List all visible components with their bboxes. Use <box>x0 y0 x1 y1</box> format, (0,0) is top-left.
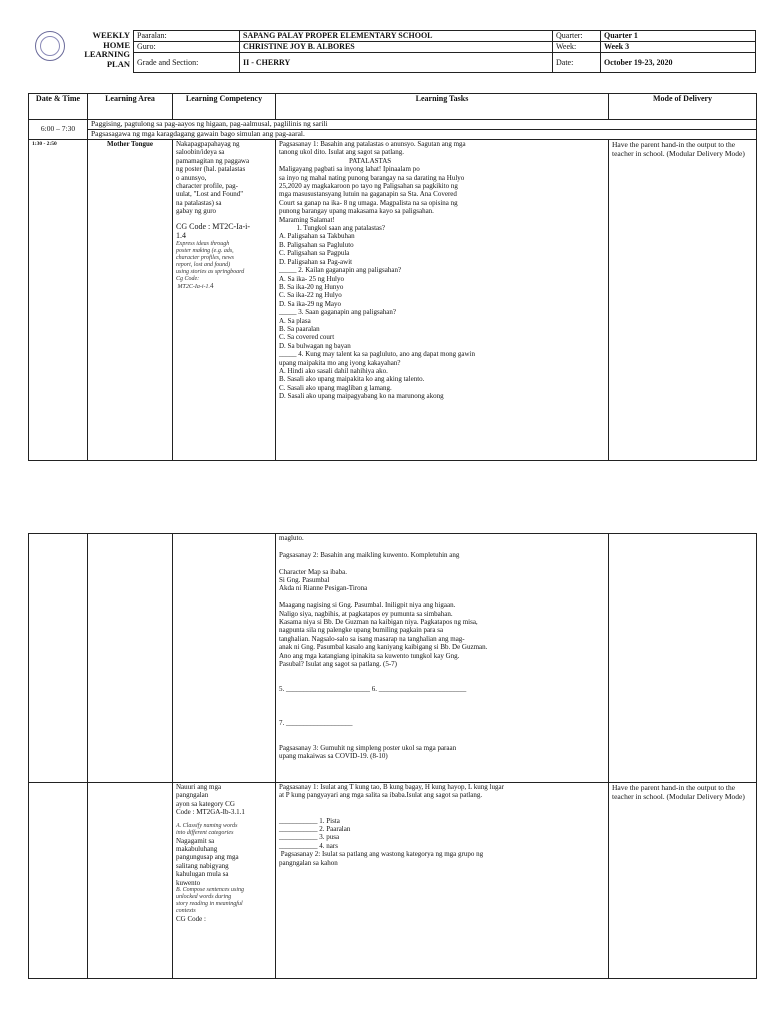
task-line <box>279 727 605 735</box>
deped-seal-logo <box>35 31 65 61</box>
tasks-list <box>279 783 605 867</box>
task-line: Ano ang mga katangiang ipinakita sa kuwento tungkol kay Gng. <box>279 651 460 660</box>
empty-area-cell <box>88 783 173 979</box>
task-line: Character Map sa ibaba. <box>279 567 348 576</box>
empty-date-cell <box>29 534 88 783</box>
paaralan-value: SAPANG PALAY PROPER ELEMENTARY SCHOOL <box>240 31 553 42</box>
empty-competency-cell <box>173 534 276 783</box>
competency-english-line: poster making (e.g. ads, <box>176 247 234 254</box>
week-value: Week 3 <box>601 42 756 53</box>
competency-english-line: Cg Code: <box>176 275 200 282</box>
task-line: A. Sa plasa <box>279 316 311 325</box>
competency-english-line: story reading in meaningful <box>176 901 243 908</box>
task-line: C. Sa ika-22 ng Hulyo <box>279 291 342 300</box>
date-label: Date: <box>553 53 601 73</box>
guro-label: Guro: <box>134 42 240 53</box>
competency-line: na patalastas) sa <box>176 198 222 207</box>
task-line: punong barangay upang makasama kayo sa paligsahan. <box>279 207 434 216</box>
competency-line: saloobin/ideya sa <box>176 148 225 157</box>
competency-english-line: A. Classify naming words <box>176 822 238 829</box>
task-line: magluto. <box>279 534 304 542</box>
competency-line: o anunsyo, <box>176 173 207 182</box>
task-line <box>279 800 605 808</box>
task-line <box>279 542 605 550</box>
task-line: Pagsasanay 1: Isulat ang T kung tao, B kung bagay, H kung hayop, L kung lugar <box>279 783 504 791</box>
competency-line: character profile, pag- <box>176 182 238 191</box>
task-line: Pagsasanay 2: Isulat sa patlang ang wastong kategorya ng mga grupo ng <box>279 850 484 859</box>
plan-title <box>72 31 130 69</box>
task-line: upang maipakita mo ang iyong kakayahan? <box>279 358 401 367</box>
task-line: Kasama niya si Bb. De Guzman na kaibigan niya. Pagkatapos ng misa, <box>279 618 478 627</box>
competency-english-line: Express ideas through <box>176 240 230 247</box>
task-line: C. Sa covered court <box>279 333 335 342</box>
task-line: 7. ___________________ <box>279 718 353 727</box>
learning-tasks-cell-2 <box>276 783 609 979</box>
task-line: ___________ 4. nars <box>279 841 338 850</box>
competency-english-code <box>176 283 272 291</box>
task-line <box>279 668 605 676</box>
learning-tasks-cell <box>276 140 609 461</box>
competency-english-line: B. Compose sentences using <box>176 887 244 894</box>
task-line <box>279 677 605 685</box>
week-label: Week: <box>553 42 601 53</box>
task-line <box>279 559 605 567</box>
task-line <box>279 736 605 744</box>
competency-line: kahulugan mula sa <box>176 870 229 879</box>
empty-delivery-cell <box>609 534 757 783</box>
task-line: B. Sa ika-20 ng Hunyo <box>279 282 344 291</box>
task-line: _____ 3. Saan gaganapin ang paligsahan? <box>279 308 397 317</box>
competency-english-line: unlocked words during <box>176 894 232 901</box>
continued-tasks-cell <box>276 534 609 783</box>
competency-english-line: into different categories <box>176 829 234 836</box>
routine-text-1: Paggising, pagtulong sa pag-aayos ng higaan, pag-aalmusal, paglilinis ng sarili <box>88 120 757 130</box>
session-time: 1:30 - 2:50 <box>29 140 88 461</box>
delivery-mode-cell-2: Have the parent hand-in the output to the teacher in school. (Modular Delivery Mode) <box>609 783 757 979</box>
task-line: tanong ukol dito. Isulat ang sagot sa patlang. <box>279 148 405 157</box>
task-line: D. Sa ika-29 ng Mayo <box>279 299 342 308</box>
tasks-list <box>279 534 605 761</box>
guro-value: CHRISTINE JOY B. ALBORES <box>240 42 553 53</box>
task-line: Si Gng. Pasumbal <box>279 576 330 584</box>
task-line: Pasubal? Isulat ang sagot sa patlang. (5-7) <box>279 660 397 669</box>
task-line: PATALASTAS <box>279 156 392 165</box>
competency-english-line: using stories as springboard <box>176 268 245 275</box>
task-line <box>279 694 605 702</box>
plan-title-line: LEARNING <box>84 49 130 59</box>
task-line: nagpunta sila ng palengke upang bumiling pagkain para sa <box>279 626 444 635</box>
competency-english-line: report, lost and found) <box>176 261 231 268</box>
task-line <box>279 808 605 816</box>
task-line: Court sa ganap na ika- 8 ng umaga. Magpalista na sa opisina ng <box>279 198 458 207</box>
paaralan-label: Paaralan: <box>134 31 240 42</box>
task-line: _____ 4. Kung may talent ka sa pagluluto, ano ang dapat mong gawin <box>279 350 475 359</box>
task-line: Maligayang pagbati sa inyong lahat! Ipinaalam po <box>279 165 420 174</box>
task-line: A. Hindi ako sasali dahil nahihiya ako. <box>279 366 388 375</box>
competency-line: makabuluhang <box>176 845 218 854</box>
plan-title-line: PLAN <box>106 58 130 69</box>
competency-english-line: character profiles, news <box>176 254 234 261</box>
col-header-learning-area: Learning Area <box>88 94 173 120</box>
task-line: Pagsasanay 3: Gumuhit ng simpleng poster ukol sa mga paraan <box>279 744 457 752</box>
task-line: B. Sa paaralan <box>279 324 320 333</box>
task-line: ___________ 1. Pista <box>279 816 340 825</box>
competency-line: uulat, "Lost and Found" <box>176 190 244 199</box>
col-header-tasks: Learning Tasks <box>276 94 609 120</box>
tasks-list <box>279 140 605 401</box>
task-line: ___________ 2. Paaralan <box>279 825 351 833</box>
quarter-value: Quarter 1 <box>601 31 756 42</box>
competency-line: pangungusap ang mga <box>176 853 239 862</box>
task-line: mga masusustansyang lutuin na gaganapin sa Sta. Ana Covered <box>279 190 457 199</box>
task-line: Pagsasanay 2: Basahin ang maikling kuwento. Kompletuhin ang <box>279 550 460 559</box>
routine-text-2: Pagsasagawa ng mga karagdagang gawain bago simulan ang pag-aaral. <box>88 130 757 140</box>
task-line: Maagang nagising si Gng. Pasumbal. Iniligpit niya ang higaan. <box>279 601 456 610</box>
competency-line: Code : MT2GA-Ib-3.1.1 <box>176 808 245 817</box>
task-line: anak ni Gng. Pasumbal kasalo ang kaniyang kaibigang si Bb. De Guzman. <box>279 643 488 652</box>
task-line: sa inyo ng mahal nating punong barangay na sa darating na Hulyo <box>279 173 465 182</box>
grade-label: Grade and Section: <box>134 53 240 73</box>
competency-line: kuwento <box>176 878 201 887</box>
task-line: B. Paligsahan sa Pagluluto <box>279 240 354 249</box>
cg-code-line: CG Code : <box>176 915 206 924</box>
task-line: _____ 2. Kailan gaganapin ang paligsahan? <box>279 266 402 275</box>
task-line: Naligo siya, nagbihis, at pagkatapos ey pumunta sa simbahan. <box>279 609 453 618</box>
competency-line: Nagagamit sa <box>176 836 215 845</box>
competency-line: ayon sa kategory CG <box>176 799 235 808</box>
task-line: D. Sa bulwagan ng bayan <box>279 341 351 350</box>
code-text: MT2C-Ia-i-1. <box>177 283 210 290</box>
competency-line: Nakapagpapahayag ng <box>176 140 240 148</box>
task-line <box>279 593 605 601</box>
learning-area-mother-tongue: Mother Tongue <box>88 140 173 461</box>
competency-cell <box>173 140 276 461</box>
task-line <box>279 702 605 710</box>
task-line: 1. Tungkol saan ang patalastas? <box>279 224 385 233</box>
task-line: A. Paligsahan sa Takbuhan <box>279 232 355 241</box>
task-line: upang makaiwas sa COVID-19. (8-10) <box>279 752 388 761</box>
task-line <box>279 710 605 718</box>
empty-area-cell <box>88 534 173 783</box>
learning-plan-table-continued <box>28 533 757 979</box>
task-line: Maraming Salamat! <box>279 215 335 224</box>
col-header-date-time: Date & Time <box>29 94 88 120</box>
col-header-delivery: Mode of Delivery <box>609 94 757 120</box>
delivery-mode-cell: Have the parent hand-in the output to the teacher in school. (Modular Delivery Mode) <box>609 140 757 461</box>
task-line: C. Sasali ako upang magliban g lamang. <box>279 383 392 392</box>
competency-line: pangngalan <box>176 791 209 800</box>
competency-line: Nauuri ang mga <box>176 783 222 791</box>
competency-line: ng poster (hal. patalastas <box>176 165 246 174</box>
task-line: pangngalan sa kahon <box>279 858 338 867</box>
task-line: Pagsasanay 1: Basahin ang patalastas o anunsyo. Sagutan ang mga <box>279 140 466 148</box>
competency-line: gabay ng guro <box>176 207 217 216</box>
code-tail: 4 <box>210 281 214 290</box>
task-line: 25,2020 ay magkakaroon po tayo ng Paligsahan sa pagkikito ng <box>279 182 458 191</box>
task-line: B. Sasali ako upang maipakita ko ang aking talento. <box>279 375 425 384</box>
task-line: D. Paligsahan sa Pag-awit <box>279 257 353 266</box>
cg-code-line: CG Code : MT2C-Ia-i- <box>176 221 250 231</box>
task-line: C. Paligsahan sa Pagpula <box>279 249 350 258</box>
plan-title-line: HOME <box>103 39 130 50</box>
task-line: Akda ni Rianne Pesigan-Tirona <box>279 584 368 593</box>
header-info-table <box>133 30 756 73</box>
quarter-label: Quarter: <box>553 31 601 42</box>
task-line: at P kung pangyayari ang mga salita sa ibaba.Isulat ang sagot sa patlang. <box>279 791 483 800</box>
empty-date-cell <box>29 783 88 979</box>
learning-plan-table <box>28 93 757 461</box>
competency-line: salitang nabigyang <box>176 861 229 870</box>
date-value: October 19-23, 2020 <box>601 53 756 73</box>
task-line: ___________ 3. pusa <box>279 833 340 842</box>
competency-english-line: contexts <box>176 908 196 915</box>
routine-time: 6:00 – 7:30 <box>29 120 88 140</box>
grade-value: II - CHERRY <box>240 53 553 73</box>
cg-code-line: 1.4 <box>176 231 186 241</box>
task-line: D. Sasali ako upang maipagyabang ko na marunong akong <box>279 392 444 401</box>
task-line: A. Sa ika- 25 ng Hulyo <box>279 274 344 283</box>
col-header-competency: Learning Competency <box>173 94 276 120</box>
competency-cell-2 <box>173 783 276 979</box>
plan-title-line: WEEKLY <box>92 30 130 40</box>
task-line: tanghalian. Nagsalo-salo sa isang masarap na tanghalian ang mag- <box>279 634 465 643</box>
task-line: 5. ________________________ 6. _________________________ <box>279 685 467 694</box>
competency-line: pamamagitan ng paggawa <box>176 156 250 165</box>
